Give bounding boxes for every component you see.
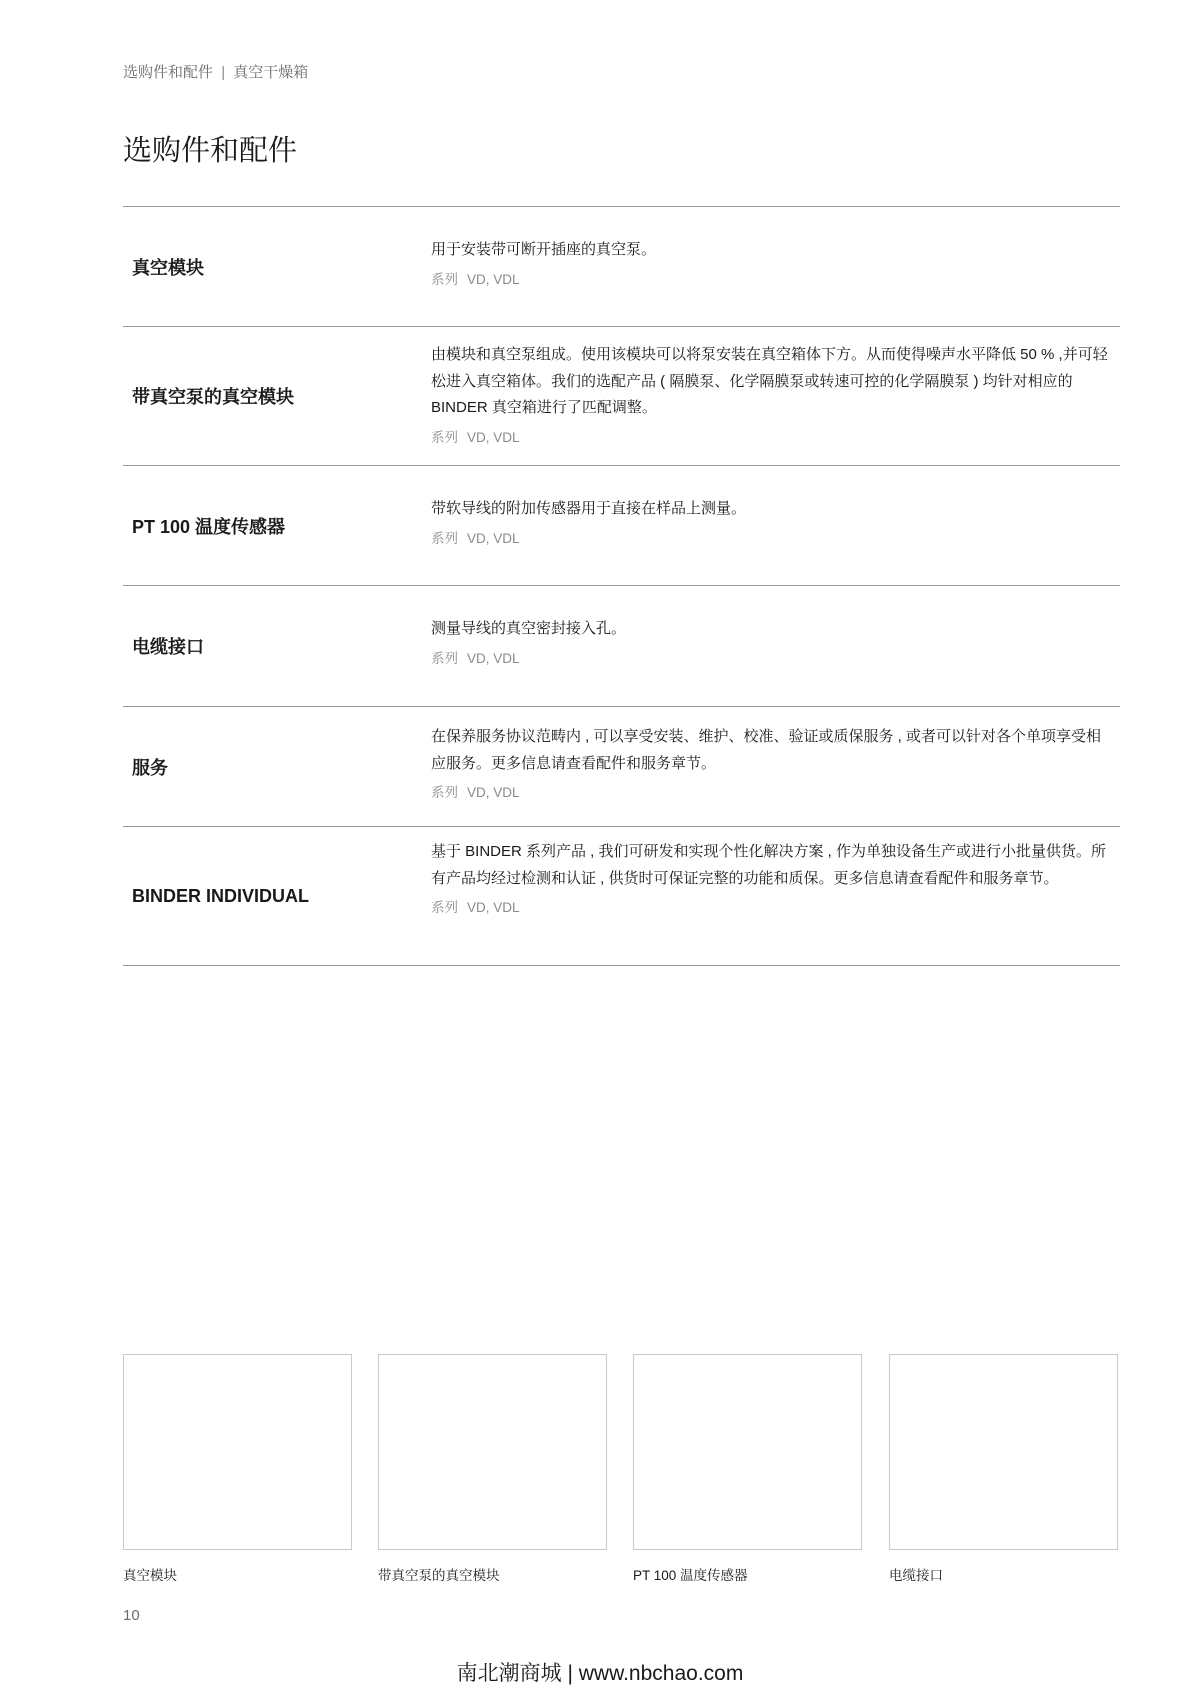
accessory-series <box>431 647 1110 667</box>
accessory-description: 测量导线的真空密封接入孔。 <box>431 620 627 637</box>
series-label: 系列 <box>431 785 458 800</box>
accessory-description: 基于 BINDER 系列产品 , 我们可研发和实现个性化解决方案 , 作为单独设备生产或进行小批量供货。所有产品均经过检测和认证 , 供货时可保证完整的功能和质保。更多信息请查看配件和服务章节。 <box>431 843 1107 887</box>
accessory-row <box>123 586 1120 707</box>
accessory-body <box>431 616 1110 667</box>
accessory-name: 带真空泵的真空模块 <box>132 387 294 407</box>
breadcrumb-separator: | <box>221 64 226 81</box>
accessory-description: 在保养服务协议范畴内 , 可以享受安装、维护、校准、验证或质保服务 , 或者可以针对各个单项享受相应服务。更多信息请查看配件和服务章节。 <box>431 728 1102 772</box>
series-value: VD, VDL <box>467 271 520 287</box>
breadcrumb-section: 选购件和配件 <box>123 64 214 81</box>
series-label: 系列 <box>431 650 458 666</box>
accessory-body <box>431 724 1110 801</box>
series-value: VD, VDL <box>467 900 520 915</box>
accessory-series <box>431 268 1110 288</box>
series-label: 系列 <box>431 271 458 287</box>
accessory-body <box>431 237 1110 288</box>
series-value: VD, VDL <box>467 429 520 445</box>
image-caption: 带真空泵的真空模块 <box>378 1568 500 1583</box>
series-label: 系列 <box>431 900 458 915</box>
image-caption: PT 100 温度传感器 <box>633 1568 748 1583</box>
accessory-name: PT 100 温度传感器 <box>132 516 286 537</box>
accessory-name: 电缆接口 <box>132 637 204 657</box>
series-value: VD, VDL <box>467 785 520 800</box>
accessory-name: BINDER INDIVIDUAL <box>132 885 310 906</box>
series-value: VD, VDL <box>467 650 520 666</box>
accessory-row <box>123 327 1120 466</box>
accessory-name: 真空模块 <box>132 257 204 278</box>
product-image-placeholder <box>378 1354 607 1550</box>
accessory-name: 服务 <box>132 757 168 778</box>
breadcrumb-page: 真空干燥箱 <box>233 64 309 81</box>
accessory-row <box>123 827 1120 966</box>
accessory-series <box>431 781 1110 801</box>
series-label: 系列 <box>431 429 458 445</box>
accessory-description: 用于安装带可断开插座的真空泵。 <box>431 241 657 258</box>
footer-watermark: 南北潮商城 | www.nbchao.com <box>456 1662 744 1685</box>
accessory-row <box>123 466 1120 586</box>
accessory-description: 由模块和真空泵组成。使用该模块可以将泵安装在真空箱体下方。从而使得噪声水平降低 50 % ,并可轻松进入真空箱体。我们的选配产品 ( 隔膜泵、化学隔膜泵或转速可控的化学隔膜泵 ) 均针对相应的 BINDER 真空箱进行了匹配调整。 <box>431 346 1108 416</box>
accessory-series <box>431 426 1110 446</box>
accessory-body <box>431 342 1110 446</box>
page-title: 选购件和配件 <box>123 135 298 167</box>
image-caption: 电缆接口 <box>889 1568 943 1583</box>
product-image-placeholder <box>633 1354 862 1550</box>
accessory-row <box>123 707 1120 827</box>
accessory-series <box>431 896 1110 916</box>
image-caption: 真空模块 <box>123 1568 177 1583</box>
accessory-body <box>431 496 1110 547</box>
product-image-placeholder <box>889 1354 1118 1550</box>
accessory-description: 带软导线的附加传感器用于直接在样品上测量。 <box>431 500 747 517</box>
page-number: 10 <box>123 1607 140 1624</box>
accessories-table <box>123 206 1120 966</box>
accessory-body <box>431 839 1110 916</box>
accessory-series <box>431 527 1110 547</box>
series-label: 系列 <box>431 530 458 546</box>
breadcrumb <box>123 61 308 82</box>
accessory-row <box>123 207 1120 327</box>
product-image-placeholder <box>123 1354 352 1550</box>
series-value: VD, VDL <box>467 530 520 546</box>
